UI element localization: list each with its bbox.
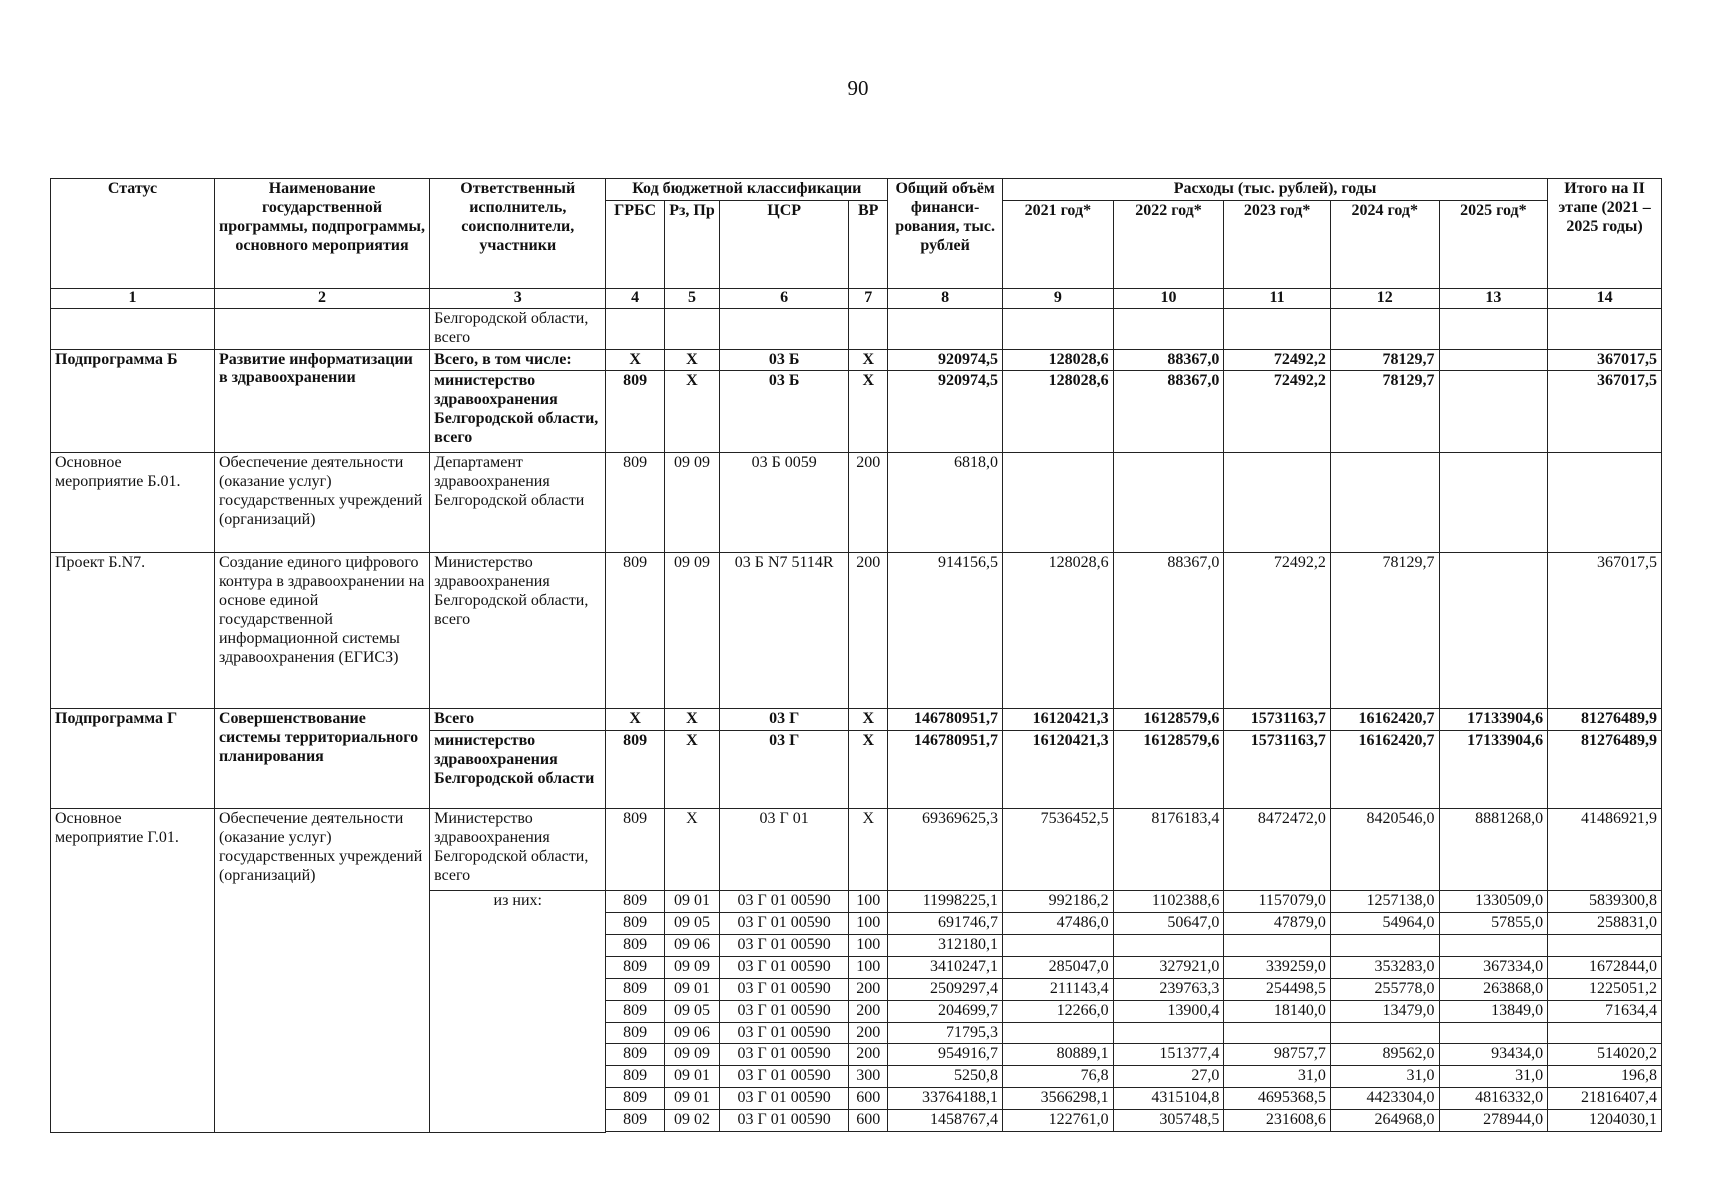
rzpr-cell: 09 09 bbox=[664, 956, 719, 978]
y2024-cell: 255778,0 bbox=[1330, 978, 1439, 1000]
total-cell: 6818,0 bbox=[888, 453, 1003, 553]
y2025-cell: 13849,0 bbox=[1439, 1000, 1548, 1022]
y2023-cell: 18140,0 bbox=[1224, 1000, 1331, 1022]
y2021-cell: 211143,4 bbox=[1002, 978, 1113, 1000]
header-2023: 2023 год* bbox=[1224, 200, 1331, 288]
total-cell: 33764188,1 bbox=[888, 1088, 1003, 1110]
total-cell: 5250,8 bbox=[888, 1066, 1003, 1088]
y2023-cell: 339259,0 bbox=[1224, 956, 1331, 978]
y2025-cell bbox=[1439, 371, 1548, 453]
vr-cell: 600 bbox=[849, 1088, 888, 1110]
budget-table bbox=[50, 178, 1662, 1133]
y2023-cell: 47879,0 bbox=[1224, 913, 1331, 935]
rzpr-cell: 09 01 bbox=[664, 1088, 719, 1110]
y2025-cell: 263868,0 bbox=[1439, 978, 1548, 1000]
csr-cell: 03 Г 01 00590 bbox=[720, 956, 849, 978]
col-index: 8 bbox=[888, 288, 1003, 308]
executor-cell: Всего, в том числе: bbox=[430, 349, 606, 371]
y2022-cell: 327921,0 bbox=[1113, 956, 1224, 978]
y2024-cell: 89562,0 bbox=[1330, 1044, 1439, 1066]
y2022-cell: 8176183,4 bbox=[1113, 809, 1224, 891]
vr-cell: 600 bbox=[849, 1110, 888, 1132]
table-row bbox=[51, 709, 1662, 731]
executor-cell: министерство здравоохранения Белгородской области bbox=[430, 731, 606, 809]
stage-cell: 367017,5 bbox=[1548, 349, 1662, 371]
status-cell: Подпрограмма Г bbox=[51, 709, 215, 809]
executor-cell: министерство здравоохранения Белгородской области, всего bbox=[430, 371, 606, 453]
y2021-cell bbox=[1002, 935, 1113, 957]
csr-cell: 03 Г 01 00590 bbox=[720, 1066, 849, 1088]
name-cell: Обеспечение деятельности (оказание услуг) государственных учреждений (организаций) bbox=[214, 809, 429, 1133]
stage-cell: 514020,2 bbox=[1548, 1044, 1662, 1066]
col-index: 9 bbox=[1002, 288, 1113, 308]
table-row bbox=[51, 308, 1662, 349]
y2022-cell: 1102388,6 bbox=[1113, 891, 1224, 913]
grbs-cell: 809 bbox=[606, 1044, 664, 1066]
y2021-cell: 16120421,3 bbox=[1002, 709, 1113, 731]
header-grbs: ГРБС bbox=[606, 200, 664, 288]
y2025-cell: 367334,0 bbox=[1439, 956, 1548, 978]
csr-cell: 03 Г 01 00590 bbox=[720, 1000, 849, 1022]
grbs-cell: 809 bbox=[606, 553, 664, 709]
grbs-cell: 809 bbox=[606, 1000, 664, 1022]
y2025-cell bbox=[1439, 935, 1548, 957]
vr-cell: Х bbox=[849, 349, 888, 371]
status-cell: Основное мероприятие Г.01. bbox=[51, 809, 215, 1133]
grbs-cell: 809 bbox=[606, 1022, 664, 1044]
y2023-cell bbox=[1224, 935, 1331, 957]
vr-cell: 300 bbox=[849, 1066, 888, 1088]
table-row bbox=[51, 553, 1662, 709]
col-index: 6 bbox=[720, 288, 849, 308]
rzpr-cell: Х bbox=[664, 809, 719, 891]
y2021-cell: 76,8 bbox=[1002, 1066, 1113, 1088]
name-cell: Создание единого цифрового контура в здравоохранении на основе единой государственной информационной системы здравоохранения (ЕГИСЗ) bbox=[214, 553, 429, 709]
status-cell: Основное мероприятие Б.01. bbox=[51, 453, 215, 553]
rzpr-cell: 09 01 bbox=[664, 1066, 719, 1088]
csr-cell: 03 Г bbox=[720, 731, 849, 809]
col-index: 7 bbox=[849, 288, 888, 308]
header-executor: Ответственный исполнитель, соисполнители, участники bbox=[430, 179, 606, 289]
csr-cell: 03 Г 01 00590 bbox=[720, 1110, 849, 1132]
total-cell: 691746,7 bbox=[888, 913, 1003, 935]
grbs-cell: 809 bbox=[606, 1088, 664, 1110]
table-row bbox=[51, 453, 1662, 553]
vr-cell: 100 bbox=[849, 956, 888, 978]
y2024-cell: 13479,0 bbox=[1330, 1000, 1439, 1022]
col-index: 4 bbox=[606, 288, 664, 308]
y2024-cell: 78129,7 bbox=[1330, 371, 1439, 453]
grbs-cell: 809 bbox=[606, 935, 664, 957]
executor-cell: Департамент здравоохранения Белгородской области bbox=[430, 453, 606, 553]
y2021-cell: 122761,0 bbox=[1002, 1110, 1113, 1132]
total-cell: 204699,7 bbox=[888, 1000, 1003, 1022]
header-rzpr: Рз, Пр bbox=[664, 200, 719, 288]
y2023-cell: 31,0 bbox=[1224, 1066, 1331, 1088]
stage-cell: 196,8 bbox=[1548, 1066, 1662, 1088]
y2022-cell: 4315104,8 bbox=[1113, 1088, 1224, 1110]
vr-cell: 100 bbox=[849, 891, 888, 913]
y2023-cell: 254498,5 bbox=[1224, 978, 1331, 1000]
grbs-cell: 809 bbox=[606, 891, 664, 913]
stage-cell bbox=[1548, 1022, 1662, 1044]
y2023-cell bbox=[1224, 1022, 1331, 1044]
col-index: 12 bbox=[1330, 288, 1439, 308]
stage-cell: 5839300,8 bbox=[1548, 891, 1662, 913]
col-index: 13 bbox=[1439, 288, 1548, 308]
y2023-cell: 4695368,5 bbox=[1224, 1088, 1331, 1110]
y2025-cell: 31,0 bbox=[1439, 1066, 1548, 1088]
y2025-cell: 57855,0 bbox=[1439, 913, 1548, 935]
vr-cell: 200 bbox=[849, 1022, 888, 1044]
stage-cell: 1225051,2 bbox=[1548, 978, 1662, 1000]
col-index: 10 bbox=[1113, 288, 1224, 308]
header-total-volume: Общий объём финанси-рования, тыс. рублей bbox=[888, 179, 1003, 289]
y2025-cell: 1330509,0 bbox=[1439, 891, 1548, 913]
rzpr-cell: 09 09 bbox=[664, 553, 719, 709]
total-cell: 920974,5 bbox=[888, 349, 1003, 371]
csr-cell: 03 Г bbox=[720, 709, 849, 731]
y2021-cell: 128028,6 bbox=[1002, 553, 1113, 709]
stage-cell: 71634,4 bbox=[1548, 1000, 1662, 1022]
stage-cell: 1672844,0 bbox=[1548, 956, 1662, 978]
name-cell: Совершенствование системы территориального планирования bbox=[214, 709, 429, 809]
y2022-cell: 50647,0 bbox=[1113, 913, 1224, 935]
vr-cell: 200 bbox=[849, 453, 888, 553]
table-row bbox=[51, 809, 1662, 891]
grbs-cell: Х bbox=[606, 709, 664, 731]
y2025-cell: 93434,0 bbox=[1439, 1044, 1548, 1066]
name-cell: Развитие информатизации в здравоохранении bbox=[214, 349, 429, 453]
csr-cell: 03 Б bbox=[720, 371, 849, 453]
y2024-cell: 8420546,0 bbox=[1330, 809, 1439, 891]
y2025-cell bbox=[1439, 349, 1548, 371]
y2022-cell: 239763,3 bbox=[1113, 978, 1224, 1000]
y2024-cell: 78129,7 bbox=[1330, 349, 1439, 371]
of-them-label: из них: bbox=[430, 891, 606, 1133]
y2021-cell: 7536452,5 bbox=[1002, 809, 1113, 891]
vr-cell: Х bbox=[849, 809, 888, 891]
csr-cell: 03 Г 01 00590 bbox=[720, 913, 849, 935]
csr-cell: 03 Г 01 bbox=[720, 809, 849, 891]
y2025-cell bbox=[1439, 1022, 1548, 1044]
y2025-cell bbox=[1439, 553, 1548, 709]
vr-cell: 200 bbox=[849, 1044, 888, 1066]
grbs-cell: 809 bbox=[606, 956, 664, 978]
y2024-cell: 1257138,0 bbox=[1330, 891, 1439, 913]
total-cell: 3410247,1 bbox=[888, 956, 1003, 978]
y2024-cell: 16162420,7 bbox=[1330, 731, 1439, 809]
csr-cell: 03 Г 01 00590 bbox=[720, 1088, 849, 1110]
y2021-cell: 285047,0 bbox=[1002, 956, 1113, 978]
header-2024: 2024 год* bbox=[1330, 200, 1439, 288]
header-2025: 2025 год* bbox=[1439, 200, 1548, 288]
stage-cell: 81276489,9 bbox=[1548, 709, 1662, 731]
vr-cell: Х bbox=[849, 371, 888, 453]
header-vr: ВР bbox=[849, 200, 888, 288]
y2023-cell: 72492,2 bbox=[1224, 553, 1331, 709]
rzpr-cell: 09 05 bbox=[664, 1000, 719, 1022]
status-cell: Проект Б.N7. bbox=[51, 553, 215, 709]
total-cell: 1458767,4 bbox=[888, 1110, 1003, 1132]
vr-cell: 200 bbox=[849, 978, 888, 1000]
grbs-cell: 809 bbox=[606, 371, 664, 453]
csr-cell: 03 Г 01 00590 bbox=[720, 935, 849, 957]
y2023-cell: 15731163,7 bbox=[1224, 731, 1331, 809]
total-cell: 954916,7 bbox=[888, 1044, 1003, 1066]
csr-cell: 03 Г 01 00590 bbox=[720, 1022, 849, 1044]
y2024-cell: 54964,0 bbox=[1330, 913, 1439, 935]
vr-cell: 200 bbox=[849, 553, 888, 709]
y2021-cell: 128028,6 bbox=[1002, 349, 1113, 371]
csr-cell: 03 Г 01 00590 bbox=[720, 1044, 849, 1066]
page-number: 90 bbox=[847, 76, 869, 100]
y2021-cell: 12266,0 bbox=[1002, 1000, 1113, 1022]
y2024-cell bbox=[1330, 1022, 1439, 1044]
header-expenses: Расходы (тыс. рублей), годы bbox=[1002, 179, 1547, 201]
header-total-stage: Итого на II этапе (2021 – 2025 годы) bbox=[1548, 179, 1662, 289]
y2025-cell: 17133904,6 bbox=[1439, 709, 1548, 731]
grbs-cell: 809 bbox=[606, 809, 664, 891]
total-cell: 2509297,4 bbox=[888, 978, 1003, 1000]
y2025-cell: 17133904,6 bbox=[1439, 731, 1548, 809]
name-cell: Обеспечение деятельности (оказание услуг) государственных учреждений (организаций) bbox=[214, 453, 429, 553]
y2021-cell: 3566298,1 bbox=[1002, 1088, 1113, 1110]
rzpr-cell: 09 01 bbox=[664, 891, 719, 913]
col-index: 3 bbox=[430, 288, 606, 308]
rzpr-cell: 09 09 bbox=[664, 453, 719, 553]
rzpr-cell: 09 05 bbox=[664, 913, 719, 935]
grbs-cell: 809 bbox=[606, 913, 664, 935]
y2025-cell: 8881268,0 bbox=[1439, 809, 1548, 891]
y2021-cell: 16120421,3 bbox=[1002, 731, 1113, 809]
grbs-cell: 809 bbox=[606, 978, 664, 1000]
header-csr: ЦСР bbox=[720, 200, 849, 288]
y2022-cell bbox=[1113, 935, 1224, 957]
executor-cell: Белгородской области, всего bbox=[430, 308, 606, 349]
total-cell: 69369625,3 bbox=[888, 809, 1003, 891]
y2025-cell: 278944,0 bbox=[1439, 1110, 1548, 1132]
y2021-cell bbox=[1002, 1022, 1113, 1044]
grbs-cell: 809 bbox=[606, 731, 664, 809]
stage-cell: 81276489,9 bbox=[1548, 731, 1662, 809]
rzpr-cell: Х bbox=[664, 709, 719, 731]
grbs-cell: 809 bbox=[606, 453, 664, 553]
y2024-cell bbox=[1330, 935, 1439, 957]
grbs-cell: Х bbox=[606, 349, 664, 371]
col-index: 14 bbox=[1548, 288, 1662, 308]
executor-cell: Министерство здравоохранения Белгородской области, всего bbox=[430, 809, 606, 891]
csr-cell: 03 Г 01 00590 bbox=[720, 891, 849, 913]
executor-cell: Министерство здравоохранения Белгородской области, всего bbox=[430, 553, 606, 709]
rzpr-cell: Х bbox=[664, 371, 719, 453]
vr-cell: 100 bbox=[849, 935, 888, 957]
y2024-cell: 78129,7 bbox=[1330, 553, 1439, 709]
table-header bbox=[51, 179, 1662, 309]
col-index: 5 bbox=[664, 288, 719, 308]
total-cell: 146780951,7 bbox=[888, 709, 1003, 731]
total-cell: 914156,5 bbox=[888, 553, 1003, 709]
y2022-cell: 27,0 bbox=[1113, 1066, 1224, 1088]
stage-cell: 258831,0 bbox=[1548, 913, 1662, 935]
total-cell: 312180,1 bbox=[888, 935, 1003, 957]
y2021-cell: 128028,6 bbox=[1002, 371, 1113, 453]
grbs-cell: 809 bbox=[606, 1066, 664, 1088]
col-index: 2 bbox=[214, 288, 429, 308]
table-row bbox=[51, 349, 1662, 371]
vr-cell: Х bbox=[849, 731, 888, 809]
y2024-cell: 353283,0 bbox=[1330, 956, 1439, 978]
grbs-cell: 809 bbox=[606, 1110, 664, 1132]
header-2022: 2022 год* bbox=[1113, 200, 1224, 288]
y2023-cell: 15731163,7 bbox=[1224, 709, 1331, 731]
total-cell: 146780951,7 bbox=[888, 731, 1003, 809]
column-index-row bbox=[51, 288, 1662, 308]
header-name: Наименование государственной программы, подпрограммы, основного мероприятия bbox=[214, 179, 429, 289]
y2024-cell: 4423304,0 bbox=[1330, 1088, 1439, 1110]
y2022-cell: 305748,5 bbox=[1113, 1110, 1224, 1132]
stage-cell: 41486921,9 bbox=[1548, 809, 1662, 891]
rzpr-cell: 09 06 bbox=[664, 935, 719, 957]
total-cell: 11998225,1 bbox=[888, 891, 1003, 913]
header-budget-code: Код бюджетной классификации bbox=[606, 179, 888, 201]
col-index: 11 bbox=[1224, 288, 1331, 308]
csr-cell: 03 Б 0059 bbox=[720, 453, 849, 553]
y2022-cell bbox=[1113, 1022, 1224, 1044]
y2024-cell: 264968,0 bbox=[1330, 1110, 1439, 1132]
stage-cell: 367017,5 bbox=[1548, 371, 1662, 453]
rzpr-cell: Х bbox=[664, 731, 719, 809]
y2022-cell: 151377,4 bbox=[1113, 1044, 1224, 1066]
y2023-cell: 8472472,0 bbox=[1224, 809, 1331, 891]
y2024-cell: 31,0 bbox=[1330, 1066, 1439, 1088]
y2022-cell: 88367,0 bbox=[1113, 349, 1224, 371]
col-index: 1 bbox=[51, 288, 215, 308]
vr-cell: 100 bbox=[849, 913, 888, 935]
header-2021: 2021 год* bbox=[1002, 200, 1113, 288]
y2023-cell: 231608,6 bbox=[1224, 1110, 1331, 1132]
y2022-cell: 13900,4 bbox=[1113, 1000, 1224, 1022]
y2023-cell: 72492,2 bbox=[1224, 349, 1331, 371]
rzpr-cell: 09 01 bbox=[664, 978, 719, 1000]
csr-cell: 03 Г 01 00590 bbox=[720, 978, 849, 1000]
y2022-cell: 16128579,6 bbox=[1113, 731, 1224, 809]
rzpr-cell: 09 06 bbox=[664, 1022, 719, 1044]
vr-cell: Х bbox=[849, 709, 888, 731]
header-status: Статус bbox=[51, 179, 215, 289]
y2024-cell: 16162420,7 bbox=[1330, 709, 1439, 731]
csr-cell: 03 Б N7 5114R bbox=[720, 553, 849, 709]
y2025-cell: 4816332,0 bbox=[1439, 1088, 1548, 1110]
rzpr-cell: Х bbox=[664, 349, 719, 371]
y2021-cell: 992186,2 bbox=[1002, 891, 1113, 913]
y2023-cell: 1157079,0 bbox=[1224, 891, 1331, 913]
stage-cell: 21816407,4 bbox=[1548, 1088, 1662, 1110]
executor-cell: Всего bbox=[430, 709, 606, 731]
y2023-cell: 72492,2 bbox=[1224, 371, 1331, 453]
y2021-cell: 80889,1 bbox=[1002, 1044, 1113, 1066]
y2023-cell: 98757,7 bbox=[1224, 1044, 1331, 1066]
y2022-cell: 88367,0 bbox=[1113, 371, 1224, 453]
csr-cell: 03 Б bbox=[720, 349, 849, 371]
total-cell: 920974,5 bbox=[888, 371, 1003, 453]
y2022-cell: 16128579,6 bbox=[1113, 709, 1224, 731]
stage-cell bbox=[1548, 935, 1662, 957]
total-cell: 71795,3 bbox=[888, 1022, 1003, 1044]
rzpr-cell: 09 02 bbox=[664, 1110, 719, 1132]
stage-cell: 1204030,1 bbox=[1548, 1110, 1662, 1132]
status-cell: Подпрограмма Б bbox=[51, 349, 215, 453]
vr-cell: 200 bbox=[849, 1000, 888, 1022]
rzpr-cell: 09 09 bbox=[664, 1044, 719, 1066]
y2022-cell: 88367,0 bbox=[1113, 553, 1224, 709]
y2021-cell: 47486,0 bbox=[1002, 913, 1113, 935]
stage-cell: 367017,5 bbox=[1548, 553, 1662, 709]
